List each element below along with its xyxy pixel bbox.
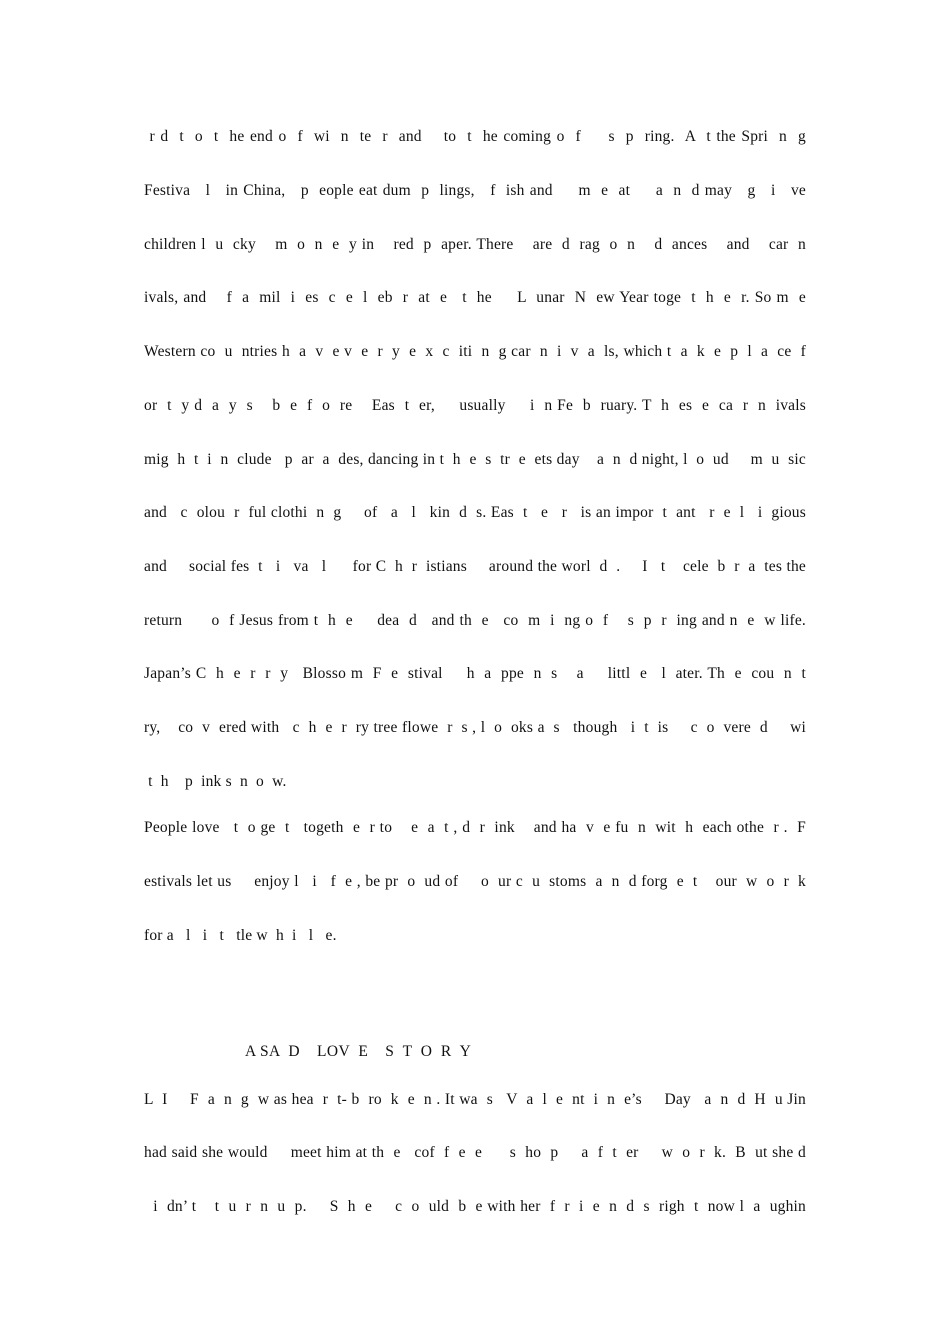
text-line: r d t o t he end o f wi n te r and to t he coming o f s p ring. A t the Spri n g — [144, 128, 806, 145]
text-line: Japan’s C h e r r y Blosso m F e stival h a ppe n s a littl e l ater. Th e cou n t — [144, 665, 806, 682]
text-line: Festiva l in China, p eople eat dum p lings, f ish and m e at a n d may g i ve — [144, 182, 806, 199]
text-line: and social fes t i va l for C h r istians around the worl d . I t cele b r a tes the — [144, 558, 806, 575]
text-line: children l u cky m o n e y in red p aper. There are d rag o n d ances and car n — [144, 236, 806, 253]
story-title: A SA D LOV E S T O R Y — [245, 1043, 472, 1060]
text-line: or t y d a y s b e f o re Eas t er, usually i n Fe b ruary. T h es e ca r n ivals — [144, 397, 806, 414]
text-line: Western co u ntries h a v e v e r y e x c iti n g car n i v a ls, which t a k e p l a ce f — [144, 343, 806, 360]
text-line: had said she would meet him at th e cof f e e s ho p a f t er w o r k. B ut she d — [144, 1144, 806, 1161]
text-line: i dn’ t t u r n u p. S h e c o uld b e with her f r i e n d s righ t now l a ughin — [144, 1198, 806, 1215]
text-line: t h p ink s n o w. — [144, 773, 287, 790]
text-line: L I F a n g w as hea r t- b ro k e n . It wa s V a l e nt i n e’s Day a n d H u Jin — [144, 1091, 806, 1108]
text-line: mig h t i n clude p ar a des, dancing in t h e s tr e ets day a n d night, l o ud m u sic — [144, 451, 806, 468]
text-line: People love t o ge t togeth e r to e a t , d r ink and ha v e fu n wit h each othe r . F — [144, 819, 806, 836]
text-line: return o f Jesus from t h e dea d and th e co m i ng o f s p r ing and n e w life. — [144, 612, 806, 629]
text-line: and c olou r ful clothi n g of a l kin d s. Eas t e r is an impor t ant r e l i gious — [144, 504, 806, 521]
text-line: estivals let us enjoy l i f e , be pr o ud of o ur c u stoms a n d forg e t our w o r k — [144, 873, 806, 890]
text-line: ivals, and f a mil i es c e l eb r at e t he L unar N ew Year toge t h e r. So m e — [144, 289, 806, 306]
text-line: ry, co v ered with c h e r ry tree flowe r s , l o oks a s though i t is c o vere d wi — [144, 719, 806, 736]
text-line: for a l i t tle w h i l e. — [144, 927, 337, 944]
